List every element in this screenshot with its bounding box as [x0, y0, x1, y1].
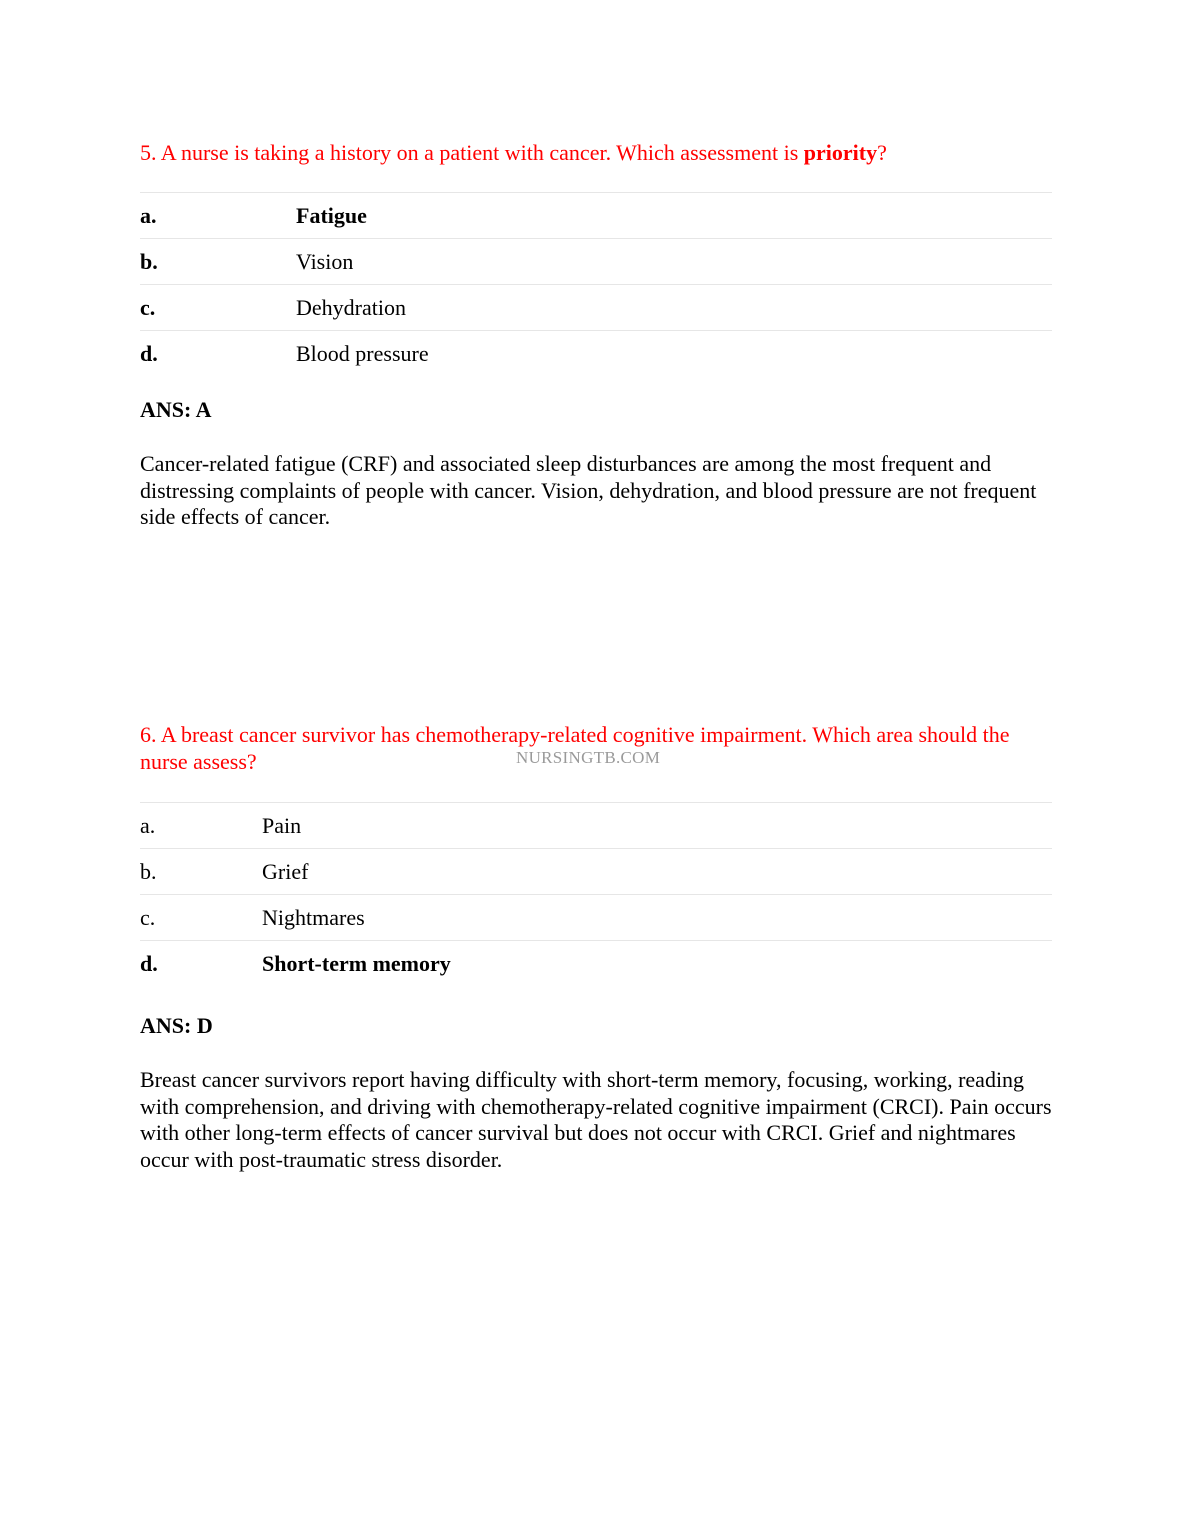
- option-letter: a.: [140, 202, 157, 228]
- option-row: [140, 331, 1052, 376]
- question-6-stem: 6. A breast cancer survivor has chemotherapy-related cognitive impairment. Which area should the nurse assess?: [140, 722, 1010, 774]
- option-row: [140, 849, 1052, 895]
- option-letter: b.: [140, 858, 157, 884]
- option-text: Short-term memory: [262, 950, 451, 976]
- option-letter: c.: [140, 904, 156, 930]
- question-5-stem-text: 5. A nurse is taking a history on a patient with cancer. Which assessment is: [140, 140, 804, 165]
- answer-label: ANS: D: [140, 1013, 213, 1038]
- question-6-options: [140, 802, 1052, 986]
- option-text: Grief: [262, 858, 309, 884]
- option-text: Vision: [296, 248, 354, 274]
- option-text: Blood pressure: [296, 340, 429, 366]
- option-letter: d.: [140, 950, 158, 976]
- option-row: [140, 803, 1052, 849]
- question-5-options: [140, 192, 1052, 376]
- option-row: [140, 193, 1052, 239]
- rationale-text: Cancer-related fatigue (CRF) and associated sleep disturbances are among the most frequent and distressing complaints of people with cancer. Vision, dehydration, and blood pressure are not frequent side effects of cancer.: [140, 451, 1037, 529]
- option-text: Pain: [262, 812, 302, 838]
- option-row: [140, 285, 1052, 331]
- question-5-stem-end: ?: [877, 140, 887, 165]
- option-letter: b.: [140, 248, 158, 274]
- option-letter: d.: [140, 340, 158, 366]
- rationale-text: Breast cancer survivors report having difficulty with short-term memory, focusing, working, reading with comprehension, and driving with chemotherapy-related cognitive impairment (CRCI). Pain occurs with other long-term effects of cancer survival but does not occur with CRCI. Grief and nightmares occur with post-traumatic stress disorder.: [140, 1067, 1052, 1172]
- option-letter: a.: [140, 812, 156, 838]
- option-text: Fatigue: [296, 202, 367, 228]
- option-letter: c.: [140, 294, 156, 320]
- option-row: [140, 895, 1052, 941]
- answer-label: ANS: A: [140, 397, 212, 422]
- question-5-stem-emphasis: priority: [803, 140, 878, 165]
- option-text: Nightmares: [262, 904, 365, 930]
- question-5-stem: [140, 139, 1050, 166]
- option-row: [140, 941, 1052, 986]
- option-row: [140, 239, 1052, 285]
- watermark: NURSINGTB.COM: [516, 748, 661, 767]
- option-text: Dehydration: [296, 294, 406, 320]
